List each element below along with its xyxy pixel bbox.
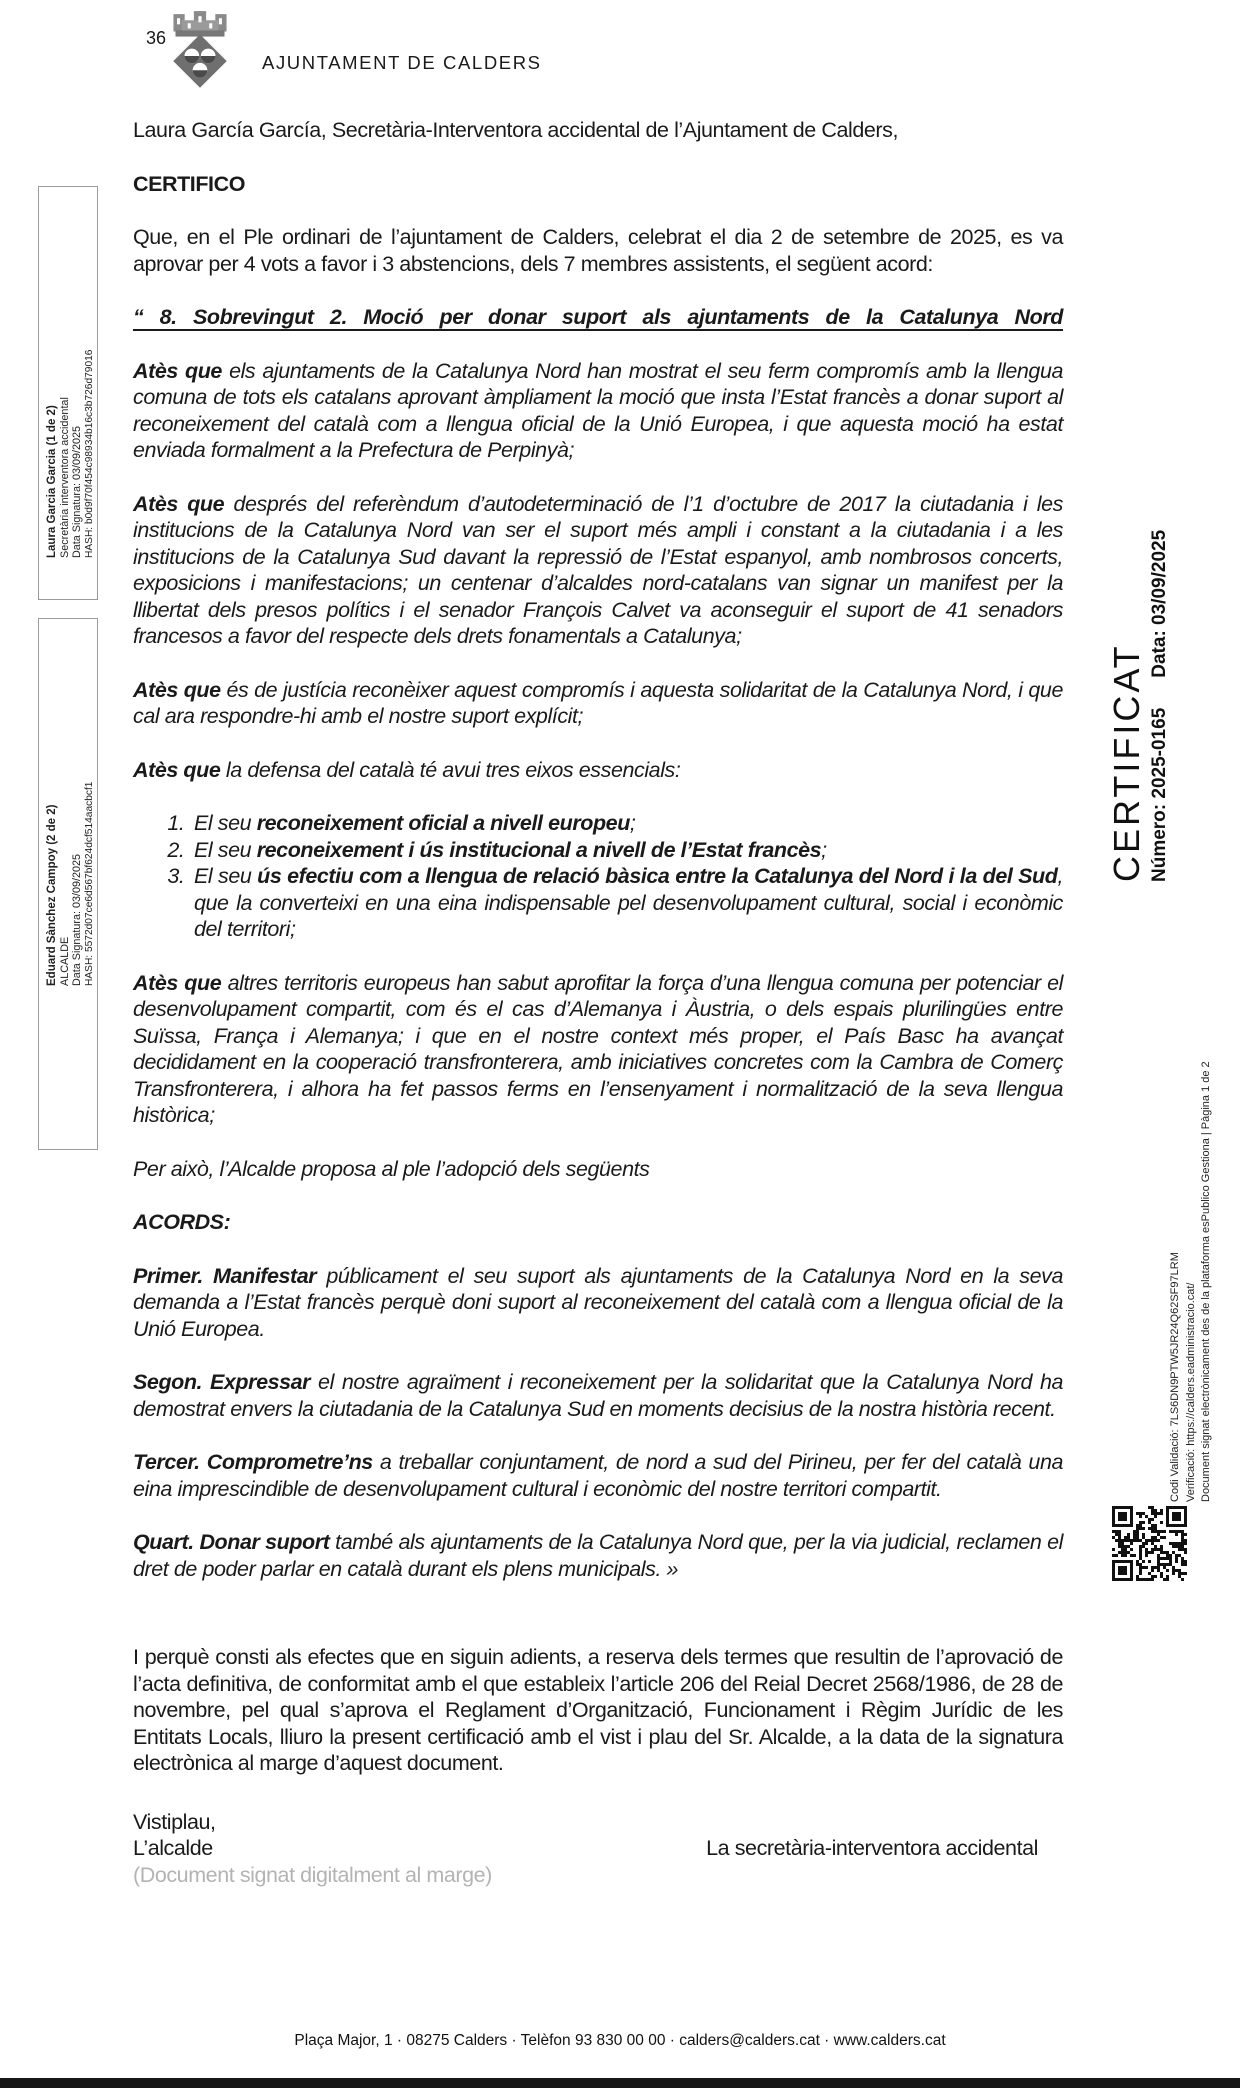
ates-text: és de justícia reconèixer aquest compromís i aquesta solidaritat de la Catalunya Nord, i que cal ara respondre-hi amb el nostre suport explícit;: [133, 677, 1063, 728]
acord-text: a treballar conjuntament, de nord a sud del Pirineu, per fer del català una eina imprescindible de desenvolupament cultural i econòmic del nostre territori compartit.: [133, 1450, 1063, 1501]
certificat-date: Data: 03/09/2025: [1149, 529, 1170, 678]
list-item-bold: reconeixement oficial a nivell europeu: [256, 811, 630, 835]
list-item-text: ;: [821, 837, 827, 862]
signature-hash: HASH: b0d9f70f454c98934b16c3b726d79016: [83, 349, 95, 558]
closing-paragraph: I perquè consti als efectes que en siguin adients, a reserva dels termes que resultin de l’aprovació de l’acta definitiva, de conformitat amb el que estableix l’article 206 del Reial Decret 2568/1986, de 28 de novembre, pel qual s’aprova el Reglament d’Organització, Funcionament i Règim Jurídic de les Entitats Locals, lliuro la present certificació amb el vist i plau del Sr. Alcalde, a la data de la signatura electrònica al marge d’aquest document.: [133, 1645, 1063, 1775]
platform-signature-line: Document signat electrònicament des de la plataforma esPublico Gestiona | Pàgina 1 de 2: [1200, 1061, 1212, 1502]
ates-lead: Atès que: [133, 358, 222, 383]
calders-crest-logo: [166, 8, 234, 106]
certificat-title: CERTIFICAT: [1106, 643, 1147, 882]
qr-code: [1112, 1506, 1187, 1581]
secretaria-label: La secretària-interventora accidental: [706, 1836, 1038, 1860]
page-number: 36: [146, 28, 167, 48]
vistiplau-label: Vistiplau,: [133, 1809, 216, 1834]
ates-lead: Atès que: [133, 757, 221, 782]
acord-lead: Tercer. Comprometre’ns: [133, 1450, 373, 1474]
certifico-heading: CERTIFICO: [133, 171, 245, 196]
ates-paragraph-1: [133, 358, 1063, 464]
acord-lead: Segon. Expressar: [133, 1370, 311, 1394]
ates-paragraph-5: [133, 970, 1063, 1129]
list-item: [190, 863, 1063, 943]
signature-date: Data Signatura: 03/09/2025: [71, 425, 83, 558]
signer-name: Laura Garcia Garcia (1 de 2): [46, 405, 58, 558]
org-name: AJUNTAMENT DE CALDERS: [262, 52, 542, 73]
motion-heading: “ 8. Sobrevingut 2. Moció per donar suport als ajuntaments de la Catalunya Nord: [133, 305, 1063, 329]
ates-lead: Atès que: [133, 970, 222, 995]
acord-segon: [133, 1369, 1063, 1422]
acords-heading: ACORDS:: [133, 1210, 231, 1234]
validation-text-block: [1168, 982, 1215, 1502]
certificate-margin-block: [1106, 502, 1172, 882]
list-item-text: El seu: [194, 837, 257, 862]
bottom-bar: [0, 2078, 1240, 2088]
list-item-bold: ús efectiu com a llengua de relació bàsica entre la Catalunya del Nord i la del Sud: [257, 864, 1058, 888]
document-body: [133, 117, 1063, 1888]
acord-quart: [133, 1529, 1063, 1582]
ates-text: després del referèndum d’autodeterminació de l’1 d’octubre de 2017 la ciutadania i les institucions de la Catalunya Nord van ser el suport més ampli i constant a la ciutadania i a les institucions de la Catalunya Sud davant la repressió de l’Estat espanyol, amb nombrosos concerts, exposicions i manifestacions; un centenar d’alcaldes nord-catalans van signar un manifest per la llibertat dels presos polítics i el senador François Calvet va aconseguir el suport de 41 senadors francesos a favor del respecte dels drets fonamentals a Catalunya;: [133, 491, 1063, 648]
intro-paragraph: Laura García García, Secretària-Interventora accidental de l’Ajuntament de Calders,: [133, 118, 898, 142]
acord-lead: Primer. Manifestar: [133, 1263, 317, 1288]
signature-hash: HASH: 5572d07ce6d567bf624dcf514aacbcf1: [83, 781, 95, 986]
approval-paragraph: Que, en el Ple ordinari de l’ajuntament de Calders, celebrat el dia 2 de setembre de 2025, es va aprovar per 4 vots a favor i 3 abstencions, dels 7 membres assistents, el següent acord:: [133, 225, 1063, 276]
ates-paragraph-2: [133, 491, 1063, 650]
ates-lead: Atès que: [133, 677, 221, 702]
signature-date: Data Signatura: 03/09/2025: [71, 853, 83, 986]
signer-role: ALCALDE: [58, 936, 71, 986]
ates-text: la defensa del català té avui tres eixos essencials:: [225, 757, 681, 782]
signer-role: Secretària interventora accidental: [58, 397, 71, 558]
list-item: [190, 810, 1063, 837]
validation-code-line: Codi Validació: 7LS6DN9PTW5JR24Q62SF97LRM: [1169, 1252, 1181, 1502]
list-item-text: , que la converteixi en una eina indispensable pel desenvolupament cultural, social i econòmic del territori;: [194, 864, 1063, 941]
ates-paragraph-4: [133, 757, 1063, 784]
acord-text: també als ajuntaments de la Catalunya Nord que, per la via judicial, reclamen el dret de poder parlar en català durant els plens municipals. »: [133, 1530, 1064, 1581]
ates-text: els ajuntaments de la Catalunya Nord han mostrat el seu ferm compromís amb la llengua comuna de tots els catalans aprovant àmpliament la moció que insta l’Estat francès a donar suport al reconeixement del català com a llengua oficial de la Unió Europea, i que aquesta moció ha estat enviada formalment a la Prefectura de Perpinyà;: [133, 358, 1063, 462]
list-item: [190, 837, 1063, 864]
essential-axes-list: [133, 810, 1063, 943]
ates-lead: Atès que: [133, 491, 225, 516]
list-item-bold: reconeixement i ús institucional a nivell de l’Estat francès: [256, 837, 822, 862]
acord-primer: [133, 1263, 1063, 1343]
footer-address-line: Plaça Major, 1 · 08275 Calders · Telèfon 93 830 00 00 · calders@calders.cat · www.calders.cat: [294, 2032, 946, 2049]
ates-paragraph-3: [133, 677, 1063, 730]
list-item-text: El seu: [194, 864, 258, 888]
acord-text: públicament el seu suport als ajuntaments de la Catalunya Nord en la seva demanda a l’Estat francès perquè doni suport al reconeixement del català com a llengua oficial de la Unió Europea.: [133, 1263, 1063, 1341]
signature-closing-block: [133, 1809, 1063, 1889]
list-item-text: ;: [629, 811, 636, 835]
signature-text-secretaria: [46, 190, 96, 596]
acord-tercer: [133, 1449, 1063, 1502]
alcalde-label: L’alcalde: [133, 1836, 213, 1860]
verification-url-line: Verificació: https://calders.eadministracio.cat/: [1184, 1282, 1197, 1502]
acord-lead: Quart. Donar suport: [133, 1530, 330, 1554]
signer-name: Eduard Sànchez Campoy (2 de 2): [46, 804, 58, 986]
acord-text: el nostre agraïment i reconeixement per la solidaritat que la Catalunya Nord ha demostrat envers la ciutadania de la Catalunya Sud en moments decisius de la nostra història recent.: [133, 1370, 1063, 1421]
ates-text: altres territoris europeus han sabut aprofitar la força d’una llengua comuna per potenciar el desenvolupament compartit, com és el cas d’Alemanya i Àustria, o dels espais plurilingües entre Suïssa, França i Alemanya; i que en el nostre context més proper, el País Basc ha avançat decididament en la cooperació transfronterera, amb iniciatives concretes com la Cambra de Comerç Transfronterera, i alhora ha fet passos ferms en l’ensenyament i normalització de la seva llengua històrica;: [133, 970, 1064, 1127]
qr-code-icon: [1112, 1506, 1187, 1581]
proposal-paragraph: Per això, l’Alcalde proposa al ple l’adopció dels següents: [133, 1156, 650, 1181]
signature-text-alcalde: [46, 622, 96, 1146]
certificat-number: Número: 2025-0165: [1149, 707, 1170, 882]
crest-coat-of-arms-icon: [166, 8, 234, 106]
digital-signature-note: (Document signat digitalment al marge): [133, 1862, 492, 1887]
list-item-text: El seu: [194, 811, 257, 835]
